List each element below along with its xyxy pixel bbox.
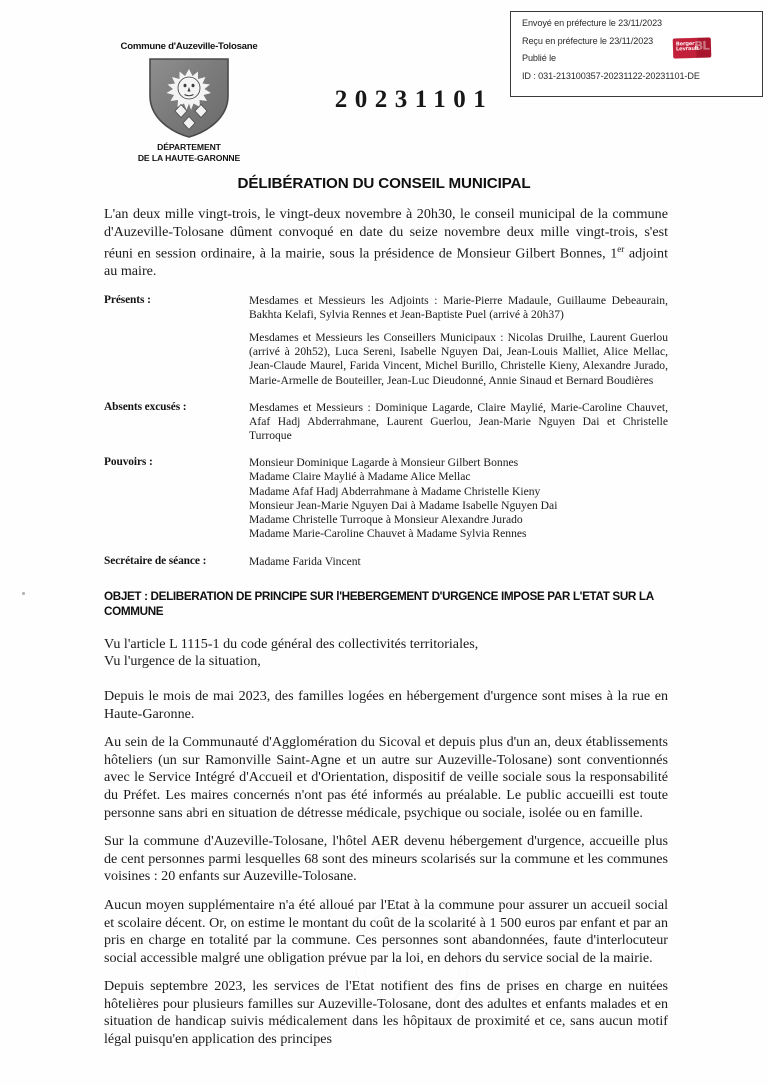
present-label: Présents : bbox=[104, 294, 151, 307]
commune-name: Commune d'Auzeville-Tolosane bbox=[120, 41, 258, 52]
present-adjoints: Mesdames et Messieurs les Adjoints : Marie-Pierre Madaule, Guillaume Debeaurain, Bakhta Kelafi, Sylvia Rennes et Jean-Baptiste Puel (arrivé à 20h37) bbox=[249, 294, 668, 322]
attendance-table bbox=[104, 294, 668, 582]
department-line2: DE LA HAUTE-GARONNE bbox=[137, 152, 241, 163]
consideration-item: Vu l'article L 1115-1 du code général des collectivités territoriales, bbox=[104, 635, 479, 652]
body-paragraph: Depuis le mois de mai 2023, des familles logées en hébergement d'urgence sont mises à la rue en Haute-Garonne. bbox=[104, 687, 668, 722]
list-item: Madame Claire Maylié à Madame Alice Mellac bbox=[249, 470, 471, 484]
scan-artifact-speck bbox=[22, 592, 25, 595]
proxies-values bbox=[249, 456, 668, 555]
berger-levrault-monogram: BL bbox=[693, 38, 710, 53]
secretary-name: Madame Farida Vincent bbox=[249, 554, 361, 568]
berger-levrault-name-line2: Levrault bbox=[675, 45, 699, 53]
present-conseillers: Mesdames et Messieurs les Conseillers Municipaux : Nicolas Druilhe, Laurent Guerlou (arrivé à 20h52), Luca Sereni, Isabelle Nguyen Dai, Jean-Louis Malliet, Alice Mellac, Jean-Claude Maurel, Farida Vincent, Michel Burillo, Christelle Kieny, Alexandre Jurado, Marie-Armelle de Bouteiller, Jean-Luc Dieudonné, Annie Sinaud et Bernard Boudières bbox=[249, 331, 668, 387]
prefecture-id-line: ID : 031-213100357-20231122-20231101-DE bbox=[522, 70, 700, 81]
body-paragraph: Au sein de la Communauté d'Agglomération du Sicoval et depuis plus d'un an, deux établissements hôteliers (un sur Ramonville Saint-Agne et un autre sur Auzeville-Tolosane) sont conventionnés avec le Service Intégré d'Accueil et d'Orientation, dispositif de veille sociale sous la responsabilité du Préfet. Les maires concernés n'ont pas été informés au préalable. Le public accueilli est toute personne sans abri en situation de détresse médicale, psychique ou sociale, isolée ou en famille. bbox=[104, 734, 668, 821]
page-title: DÉLIBÉRATION DU CONSEIL MUNICIPAL bbox=[237, 175, 531, 192]
body-paragraphs bbox=[104, 688, 668, 1049]
berger-levrault-logo-stamp bbox=[673, 37, 712, 58]
table-row-secretary bbox=[104, 555, 668, 582]
list-item: Monsieur Dominique Lagarde à Monsieur Gilbert Bonnes bbox=[249, 455, 519, 469]
prefecture-published-line: Publié le bbox=[522, 53, 556, 64]
prefecture-received-line: Reçu en préfecture le 23/11/2023 bbox=[522, 35, 654, 46]
table-row-proxies bbox=[104, 456, 668, 555]
consideration-item: Vu l'urgence de la situation, bbox=[104, 653, 261, 670]
department-label bbox=[99, 142, 279, 163]
preamble-text-part1: L'an deux mille vingt-trois, le vingt-deux novembre à 20h30, le conseil municipal de la commune d'Auzeville-Tolosane dûment convoqué en date du seize novembre deux mille vingt-trois, s'est réuni en session ordinaire, à la mairie, sous la présidence de Monsieur Gilbert Bonnes, 1 bbox=[104, 206, 668, 262]
list-item: Madame Marie-Caroline Chauvet à Madame Sylvia Rennes bbox=[249, 527, 527, 541]
prefecture-sent-line: Envoyé en préfecture le 23/11/2023 bbox=[522, 18, 663, 28]
list-item: Madame Afaf Hadj Abderrahmane à Madame Christelle Kieny bbox=[249, 484, 541, 498]
objet-heading: OBJET : DELIBERATION DE PRINCIPE SUR l'HEBERGEMENT D'URGENCE IMPOSE PAR L'ETAT SUR LA COMMUNE bbox=[104, 589, 654, 618]
table-row-present bbox=[104, 294, 668, 401]
excused-label: Absents excusés : bbox=[104, 400, 187, 413]
document-body bbox=[104, 206, 668, 1049]
list-item: Monsieur Jean-Marie Nguyen Dai à Madame Isabelle Nguyen Dai bbox=[249, 498, 558, 512]
table-row-excused bbox=[104, 401, 668, 456]
list-item: Madame Christelle Turroque à Monsieur Alexandre Jurado bbox=[249, 513, 523, 527]
body-paragraph: Depuis septembre 2023, les services de l'Etat notifient des fins de prises en charge en nuitées hôtelières pour plusieurs familles sur Auzeville-Tolosane, dont des adultes et enfants malades et en situation de handicap suivis médicalement dans les hôpitaux de proximité et ce, sans aucun motif légal puisqu'en application des principes bbox=[104, 978, 668, 1048]
berger-levrault-name-line1: Berger bbox=[675, 40, 695, 47]
proxies-label: Pouvoirs : bbox=[104, 455, 153, 468]
preamble-paragraph bbox=[104, 206, 668, 281]
excused-values: Mesdames et Messieurs : Dominique Lagarde, Claire Maylié, Marie-Caroline Chauvet, Afaf Hadj Abderrahmane, Laurent Guerlou, Jean-Marie Nguyen Dai et Christelle Turroque bbox=[249, 400, 668, 442]
department-line1: DÉPARTEMENT bbox=[157, 142, 221, 152]
preamble-ordinal: er bbox=[617, 244, 625, 255]
prefecture-stamp-box bbox=[510, 11, 763, 97]
present-values bbox=[249, 294, 668, 401]
body-paragraph: Aucun moyen supplémentaire n'a été alloué par l'Etat à la commune pour assurer un accueil social et scolaire décent. Or, on estime le montant du coût de la scolarité à 1 500 euros par enfant et par an pris en charge en totalité par la commune. Ces personnes sont abandonnées, faute d'interlocuteur social accessible malgré une obligation prévue par la loi, en dehors du service social de la mairie. bbox=[104, 896, 668, 966]
document-number: 20231101 bbox=[334, 86, 494, 113]
preamble-text-part2: adjoint au maire. bbox=[104, 245, 668, 280]
considerations-block bbox=[104, 636, 668, 671]
body-paragraph: Sur la commune d'Auzeville-Tolosane, l'hôtel AER devenu hébergement d'urgence, accueille plus de cent personnes parmi lesquelles 68 sont des mineurs scolarisés sur la commune et les communes voisines : 20 enfants sur Auzeville-Tolosane. bbox=[104, 833, 668, 885]
secretary-label: Secrétaire de séance : bbox=[104, 554, 207, 567]
